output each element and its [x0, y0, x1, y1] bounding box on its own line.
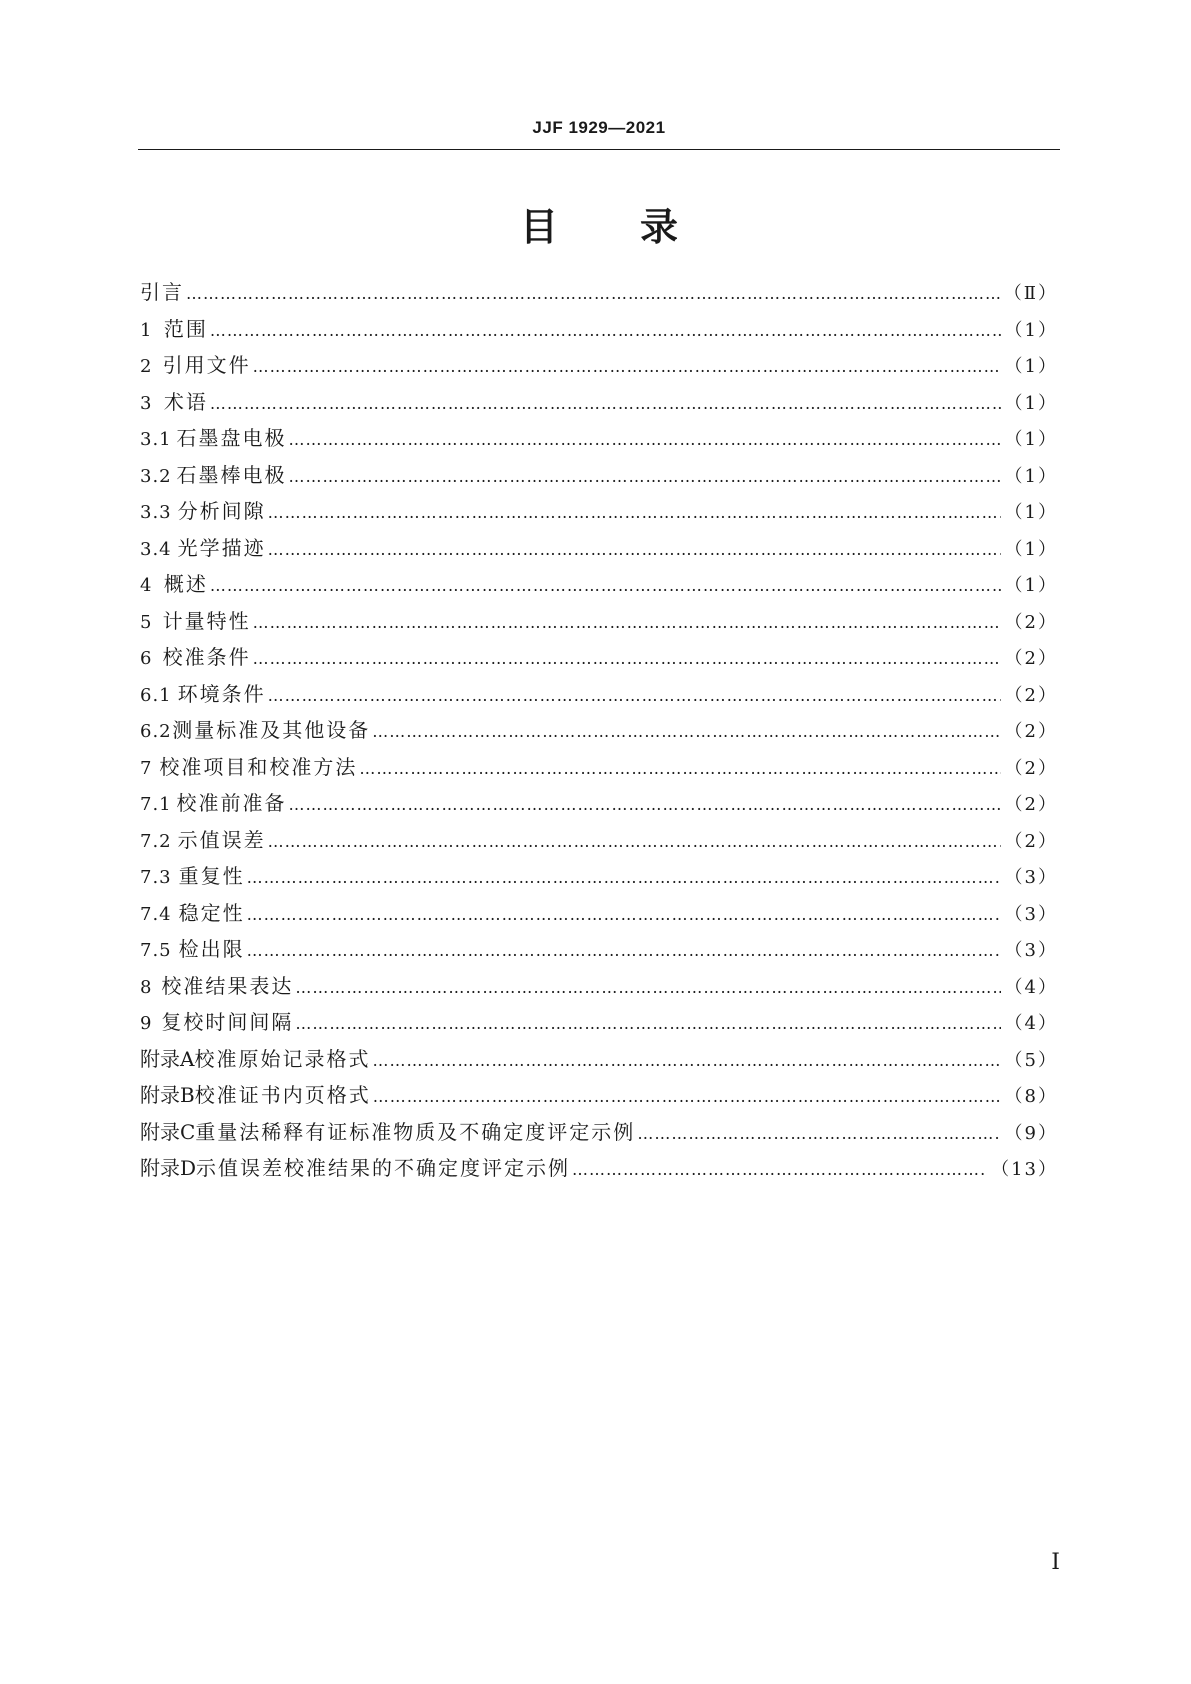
toc-entry-title: 测量标准及其他设备 — [172, 718, 371, 742]
toc-entry[interactable] — [140, 1079, 1058, 1116]
toc-entry-number: 附录A — [140, 1046, 195, 1071]
toc-entry-number: 3.3 — [140, 502, 172, 523]
toc-entry-page: （1） — [1004, 465, 1058, 487]
toc-entry-title: 校准原始记录格式 — [194, 1046, 371, 1071]
toc-entry-title: 石墨棒电极 — [176, 462, 287, 487]
toc-dot-leader — [295, 978, 1000, 997]
toc-entry-number: 3.2 — [140, 465, 172, 487]
toc-entry-title: 校准结果表达 — [161, 973, 294, 998]
toc-entry-page: （1） — [1004, 502, 1058, 523]
toc-dot-leader — [210, 321, 1001, 340]
toc-entry-page: （9） — [1004, 1122, 1058, 1144]
toc-dot-leader — [289, 795, 1001, 814]
toc-entry[interactable] — [140, 532, 1058, 569]
header-divider — [138, 149, 1060, 150]
toc-entry-number: 7.3 — [140, 867, 172, 888]
toc-dot-leader — [268, 686, 1001, 705]
toc-entry-number: 9 — [140, 1013, 153, 1034]
toc-entry-number: 5 — [140, 611, 153, 633]
toc-entry[interactable] — [140, 495, 1058, 532]
toc-entry-number: 4 — [140, 575, 153, 596]
toc-entry-title: 校准前准备 — [176, 791, 287, 815]
toc-entry-title: 分析间隙 — [177, 499, 266, 523]
toc-entry-page: （1） — [1004, 319, 1058, 341]
toc-entry[interactable] — [140, 787, 1058, 824]
toc-entry-title: 校准项目和校准方法 — [159, 754, 358, 779]
toc-entry-title: 范围 — [163, 316, 208, 341]
toc-entry[interactable] — [140, 276, 1058, 313]
toc-entry-page: （5） — [1004, 1049, 1058, 1071]
toc-dot-leader — [268, 832, 1001, 851]
toc-entry-number: 7.2 — [140, 830, 172, 852]
toc-dot-leader — [289, 467, 1001, 486]
toc-entry[interactable] — [140, 605, 1058, 642]
toc-entry-title: 环境条件 — [177, 681, 266, 706]
toc-entry-number: 8 — [140, 976, 153, 998]
toc-entry[interactable] — [140, 678, 1058, 715]
toc-entry-title: 光学描迹 — [177, 535, 266, 560]
toc-entry-title: 校准证书内页格式 — [194, 1083, 371, 1107]
toc-entry-page: （2） — [1004, 684, 1058, 706]
toc-entry-title: 概述 — [163, 572, 208, 596]
toc-entry-page: （1） — [1004, 429, 1058, 450]
toc-dot-leader — [372, 1051, 1000, 1070]
toc-entry-title: 术语 — [163, 389, 208, 414]
toc-entry-title: 校准条件 — [162, 645, 251, 669]
toc-entry-number: 附录C — [140, 1119, 196, 1144]
toc-entry-page: （4） — [1004, 1013, 1058, 1034]
toc-entry-number: 7 — [140, 757, 153, 779]
toc-entry-number: 6.2 — [140, 721, 172, 742]
toc-entry-page: （2） — [1004, 648, 1058, 669]
toc-dot-leader — [186, 284, 1000, 303]
toc-entry-page: （8） — [1004, 1086, 1058, 1107]
toc-entry[interactable] — [140, 824, 1058, 861]
toc-entry-page: （13） — [991, 1159, 1058, 1180]
toc-entry-page: （2） — [1004, 611, 1058, 633]
toc-dot-leader — [373, 1087, 1001, 1106]
toc-entry-title: 重量法稀释有证标准物质及不确定度评定示例 — [195, 1119, 636, 1144]
toc-entry-number: 3.4 — [140, 538, 172, 560]
toc-entry[interactable] — [140, 313, 1058, 350]
toc-dot-leader — [295, 1014, 1000, 1033]
toc-entry-title: 示值误差校准结果的不确定度评定示例 — [196, 1156, 571, 1180]
toc-entry-number: 2 — [140, 356, 153, 377]
toc-entry-number: 7.4 — [140, 903, 172, 925]
toc-dot-leader — [289, 430, 1001, 449]
toc-entry[interactable] — [140, 386, 1058, 423]
toc-dot-leader — [247, 941, 1001, 960]
toc-entry-page: （3） — [1004, 940, 1058, 961]
toc-entry[interactable] — [140, 933, 1058, 970]
toc-entry-title: 复校时间间隔 — [161, 1010, 294, 1034]
toc-dot-leader — [253, 649, 1001, 668]
toc-dot-leader — [572, 1160, 987, 1179]
toc-entry-title: 检出限 — [178, 937, 245, 961]
toc-entry-page: （2） — [1004, 757, 1058, 779]
toc-entry-page: （2） — [1004, 794, 1058, 815]
toc-entry[interactable] — [140, 422, 1058, 459]
toc-entry-page: （Ⅱ） — [1003, 283, 1058, 304]
toc-entry-title: 引用文件 — [162, 353, 251, 377]
toc-dot-leader — [253, 613, 1001, 632]
toc-entry[interactable] — [140, 459, 1058, 496]
table-of-contents — [140, 276, 1058, 1189]
toc-entry-number: 7.1 — [140, 794, 172, 815]
toc-entry-page: （1） — [1004, 538, 1058, 560]
toc-entry[interactable] — [140, 1006, 1058, 1043]
toc-entry-title: 计量特性 — [162, 608, 251, 633]
toc-entry-number: 7.5 — [140, 940, 172, 961]
toc-dot-leader — [359, 759, 1000, 778]
toc-entry-page: （2） — [1004, 721, 1058, 742]
toc-dot-leader — [247, 868, 1001, 887]
document-code-header: JJF 1929—2021 — [532, 118, 666, 137]
toc-entry[interactable] — [140, 1043, 1058, 1080]
toc-entry-number: 附录B — [140, 1083, 195, 1107]
toc-entry-title: 石墨盘电极 — [176, 426, 287, 450]
toc-entry[interactable] — [140, 349, 1058, 386]
toc-dot-leader — [210, 394, 1001, 413]
toc-dot-leader — [210, 576, 1001, 595]
toc-entry-page: （1） — [1004, 392, 1058, 414]
toc-entry-page: （1） — [1004, 575, 1058, 596]
toc-entry-number: 1 — [140, 319, 153, 341]
page-number: Ⅰ — [1051, 1550, 1060, 1575]
toc-entry[interactable] — [140, 568, 1058, 605]
toc-entry-page: （4） — [1004, 976, 1058, 998]
toc-dot-leader — [247, 905, 1001, 924]
toc-entry-page: （3） — [1004, 867, 1058, 888]
toc-entry[interactable] — [140, 641, 1058, 678]
toc-dot-leader — [268, 540, 1001, 559]
toc-entry-page: （1） — [1004, 356, 1058, 377]
toc-entry-page: （2） — [1004, 830, 1058, 852]
toc-entry-number: 3 — [140, 392, 153, 414]
toc-entry-page: （3） — [1004, 903, 1058, 925]
toc-entry[interactable] — [140, 897, 1058, 934]
toc-entry-number: 6.1 — [140, 684, 172, 706]
toc-entry[interactable] — [140, 860, 1058, 897]
toc-entry[interactable] — [140, 970, 1058, 1007]
toc-entry[interactable] — [140, 1152, 1058, 1189]
toc-dot-leader — [268, 503, 1001, 522]
toc-entry-title: 引言 — [140, 280, 184, 304]
toc-entry-number: 3.1 — [140, 429, 172, 450]
toc-entry-title: 重复性 — [178, 864, 245, 888]
toc-entry[interactable] — [140, 714, 1058, 751]
toc-entry-number: 附录D — [140, 1156, 197, 1180]
toc-dot-leader — [253, 357, 1001, 376]
toc-dot-leader — [637, 1124, 1000, 1143]
toc-dot-leader — [372, 722, 1000, 741]
page-title: 目录 — [519, 205, 760, 249]
toc-entry[interactable] — [140, 751, 1058, 788]
toc-entry[interactable] — [140, 1116, 1058, 1153]
toc-entry-number: 6 — [140, 648, 153, 669]
toc-entry-title: 稳定性 — [178, 900, 245, 925]
toc-entry-title: 示值误差 — [177, 827, 266, 852]
